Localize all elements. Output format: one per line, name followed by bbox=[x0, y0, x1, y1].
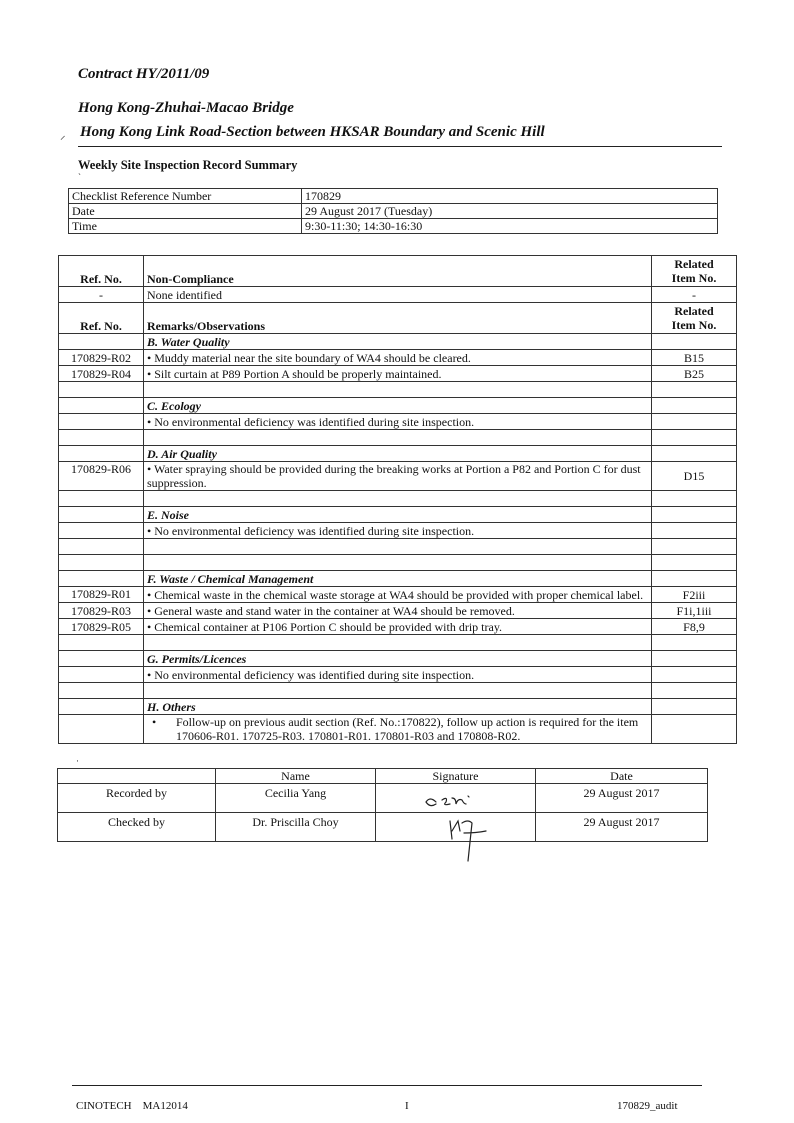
waste-title-row bbox=[59, 571, 737, 587]
info-row-time bbox=[69, 219, 718, 234]
ecology-text: • No environmental deficiency was identified during site inspection. bbox=[144, 414, 652, 430]
nc-item: - bbox=[652, 287, 737, 303]
time-value: 9:30-11:30; 14:30-16:30 bbox=[302, 219, 718, 234]
permits-title: G. Permits/Licences bbox=[144, 651, 652, 667]
spacer-row bbox=[59, 382, 737, 398]
footer-doc-id: 170829_audit bbox=[617, 1100, 678, 1112]
recorded-name: Cecilia Yang bbox=[216, 784, 376, 813]
spacer-row bbox=[59, 635, 737, 651]
air-title-row bbox=[59, 446, 737, 462]
spacer-row bbox=[59, 555, 737, 571]
recorded-signature bbox=[376, 784, 536, 813]
noise-title-row bbox=[59, 507, 737, 523]
table-row bbox=[59, 587, 737, 603]
info-row-date bbox=[69, 204, 718, 219]
spacer-row bbox=[59, 539, 737, 555]
waste-title: F. Waste / Chemical Management bbox=[144, 571, 652, 587]
table-row bbox=[59, 462, 737, 491]
recorded-row bbox=[58, 784, 708, 813]
row-text: • Muddy material near the site boundary of WA4 should be cleared. bbox=[144, 350, 652, 366]
checked-signature bbox=[376, 813, 536, 842]
time-label: Time bbox=[69, 219, 302, 234]
permits-title-row bbox=[59, 651, 737, 667]
page-number: I bbox=[405, 1100, 409, 1112]
footer-rule bbox=[72, 1085, 702, 1086]
noise-text: • No environmental deficiency was identified during site inspection. bbox=[144, 523, 652, 539]
table-row bbox=[59, 414, 737, 430]
recorded-date: 29 August 2017 bbox=[536, 784, 708, 813]
remarks-header-row bbox=[59, 303, 737, 334]
signature-header-row bbox=[58, 769, 708, 784]
row-ref: 170829-R03 bbox=[59, 603, 144, 619]
nc-ref: - bbox=[59, 287, 144, 303]
others-bullet: • bbox=[152, 715, 157, 729]
row-item: F2iii bbox=[652, 587, 737, 603]
table-row bbox=[59, 350, 737, 366]
nc-item-header bbox=[652, 256, 737, 287]
spacer-row bbox=[59, 683, 737, 699]
date-value: 29 August 2017 (Tuesday) bbox=[302, 204, 718, 219]
row-ref: 170829-R01 bbox=[59, 587, 144, 603]
others-title-row bbox=[59, 699, 737, 715]
others-cell bbox=[144, 715, 652, 744]
permits-text: • No environmental deficiency was identified during site inspection. bbox=[144, 667, 652, 683]
handwritten-signature-icon bbox=[376, 784, 536, 812]
handwritten-signature-icon bbox=[376, 813, 536, 873]
table-row bbox=[59, 619, 737, 635]
info-table bbox=[68, 188, 718, 234]
row-text: • Silt curtain at P89 Portion A should be properly maintained. bbox=[144, 366, 652, 382]
spacer-row bbox=[59, 430, 737, 446]
spacer-row bbox=[59, 491, 737, 507]
contract-number: Contract HY/2011/09 bbox=[78, 66, 210, 82]
row-item: F8,9 bbox=[652, 619, 737, 635]
date-label: Date bbox=[69, 204, 302, 219]
stray-mark: ` bbox=[78, 172, 81, 182]
remarks-item-header-line1: Related bbox=[674, 304, 714, 318]
nc-header: Non-Compliance bbox=[144, 256, 652, 287]
nc-ref-header: Ref. No. bbox=[59, 256, 144, 287]
footer-company: CINOTECH MA12014 bbox=[76, 1100, 188, 1112]
remarks-ref-header: Ref. No. bbox=[59, 303, 144, 334]
water-title-row bbox=[59, 334, 737, 350]
section-title: Hong Kong Link Road-Section between HKSAR Boundary and Scenic Hill bbox=[80, 124, 545, 140]
checked-row bbox=[58, 813, 708, 842]
table-row bbox=[59, 667, 737, 683]
row-item: B15 bbox=[652, 350, 737, 366]
project-title: Hong Kong-Zhuhai-Macao Bridge bbox=[78, 100, 294, 116]
row-text: • General waste and stand water in the container at WA4 should be removed. bbox=[144, 603, 652, 619]
table-row bbox=[59, 715, 737, 744]
row-ref: 170829-R06 bbox=[59, 462, 144, 491]
ecology-title: C. Ecology bbox=[144, 398, 652, 414]
summary-title: Weekly Site Inspection Record Summary bbox=[78, 158, 298, 172]
row-ref: 170829-R05 bbox=[59, 619, 144, 635]
observations-table bbox=[58, 255, 737, 744]
row-text: • Water spraying should be provided during the breaking works at Portion a P82 and Portion C for dust suppression. bbox=[144, 462, 652, 491]
checklist-label: Checklist Reference Number bbox=[69, 189, 302, 204]
stray-mark: · bbox=[76, 756, 79, 766]
row-item: B25 bbox=[652, 366, 737, 382]
noncompliance-row bbox=[59, 287, 737, 303]
remarks-header: Remarks/Observations bbox=[144, 303, 652, 334]
checked-date: 29 August 2017 bbox=[536, 813, 708, 842]
row-item: F1i,1iii bbox=[652, 603, 737, 619]
checked-name: Dr. Priscilla Choy bbox=[216, 813, 376, 842]
signature-col-header: Signature bbox=[376, 769, 536, 784]
row-text: • Chemical waste in the chemical waste storage at WA4 should be provided with proper chemical label. bbox=[144, 587, 652, 603]
row-item: D15 bbox=[652, 462, 737, 491]
remarks-item-header-line2: Item No. bbox=[671, 318, 717, 332]
others-text: Follow-up on previous audit section (Ref. No.:170822), follow up action is required for the item 170606-R01. 170725-R03. 170801-R01. 170801-R03 and 170808-R02. bbox=[176, 715, 639, 743]
nc-item-header-line1: Related bbox=[674, 257, 714, 271]
signature-table bbox=[57, 768, 708, 842]
margin-mark: ⸝ bbox=[60, 130, 66, 142]
noise-title: E. Noise bbox=[144, 507, 652, 523]
checklist-value: 170829 bbox=[302, 189, 718, 204]
date-col-header: Date bbox=[536, 769, 708, 784]
remarks-item-header bbox=[652, 303, 737, 334]
name-col-header: Name bbox=[216, 769, 376, 784]
row-text: • Chemical container at P106 Portion C should be provided with drip tray. bbox=[144, 619, 652, 635]
header-rule bbox=[78, 146, 722, 147]
air-quality-title: D. Air Quality bbox=[144, 446, 652, 462]
noncompliance-header-row bbox=[59, 256, 737, 287]
row-ref: 170829-R02 bbox=[59, 350, 144, 366]
row-ref: 170829-R04 bbox=[59, 366, 144, 382]
recorded-label: Recorded by bbox=[58, 784, 216, 813]
table-row bbox=[59, 603, 737, 619]
nc-item-header-line2: Item No. bbox=[671, 271, 717, 285]
nc-text: None identified bbox=[144, 287, 652, 303]
water-quality-title: B. Water Quality bbox=[144, 334, 652, 350]
table-row bbox=[59, 366, 737, 382]
info-row-checklist bbox=[69, 189, 718, 204]
table-row bbox=[59, 523, 737, 539]
ecology-title-row bbox=[59, 398, 737, 414]
checked-label: Checked by bbox=[58, 813, 216, 842]
others-title: H. Others bbox=[144, 699, 652, 715]
